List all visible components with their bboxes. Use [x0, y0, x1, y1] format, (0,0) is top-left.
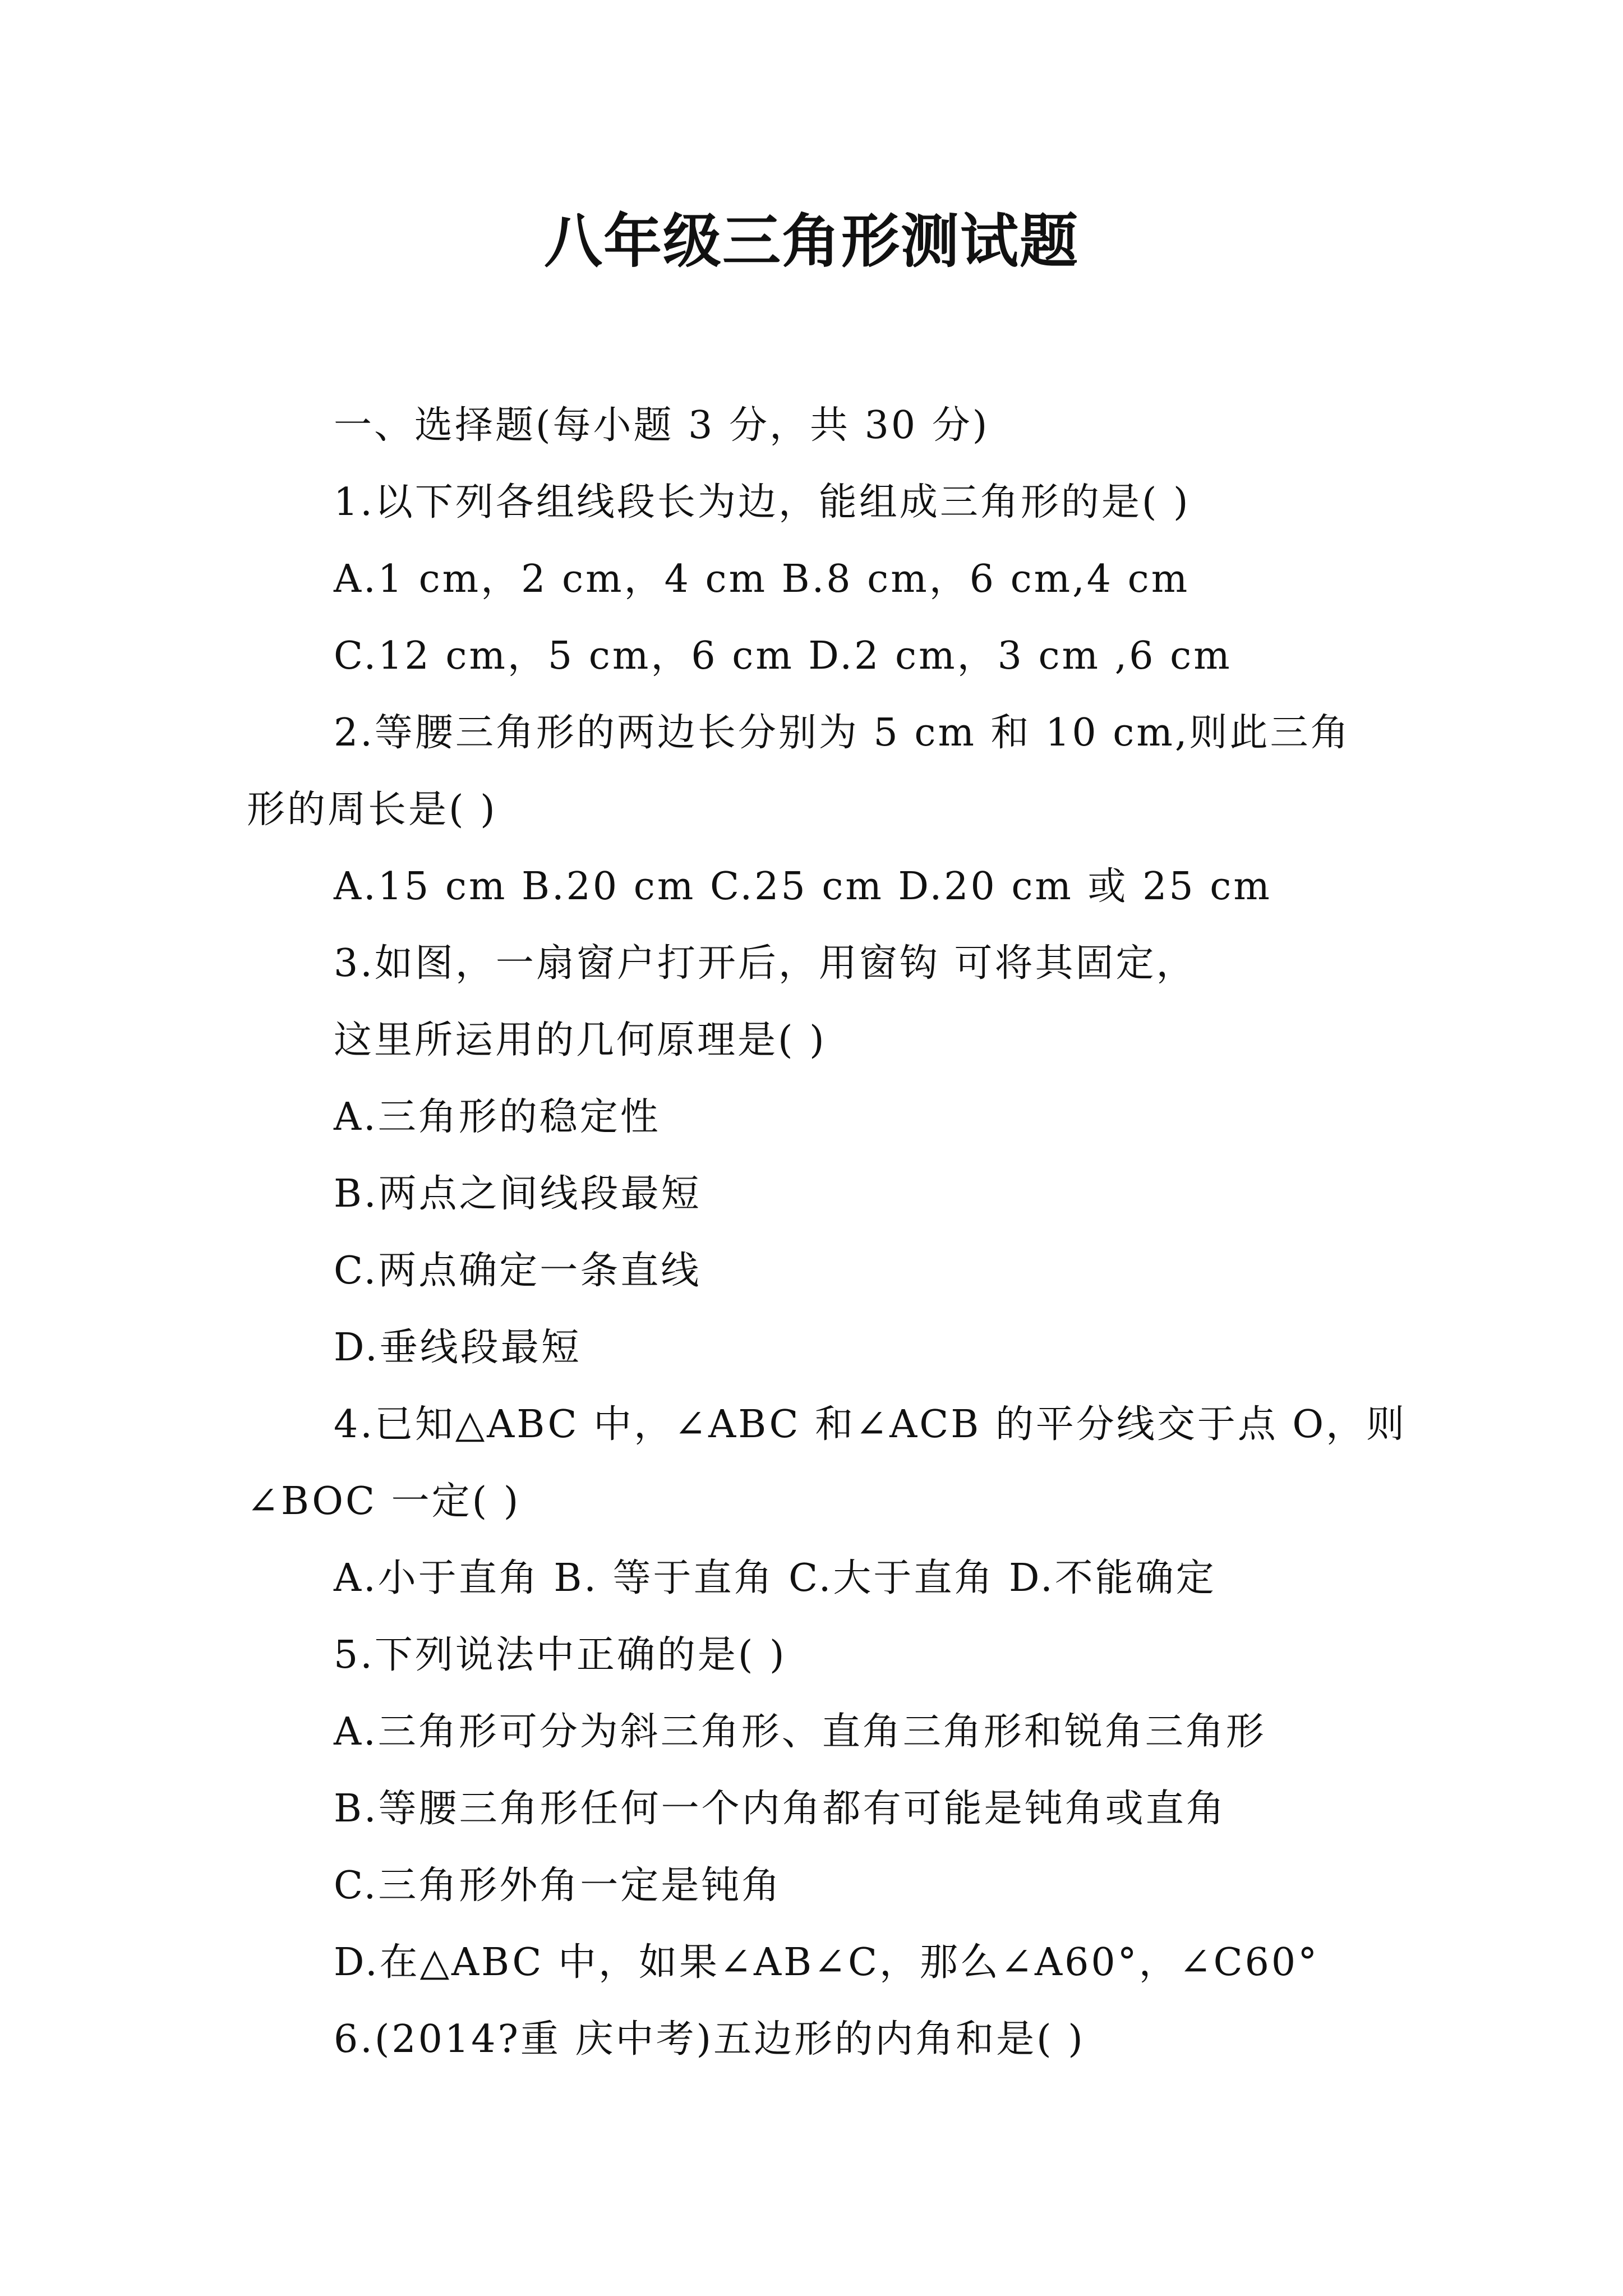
text-line: D.垂线段最短 — [334, 1326, 582, 1370]
text-line: 1.以下列各组线段长为边，能组成三角形的是( ) — [334, 480, 1191, 524]
text-line: B.等腰三角形任何一个内角都有可能是钝角或直角 — [334, 1787, 1227, 1831]
text-line: A.15 cm B.20 cm C.25 cm D.20 cm 或 25 cm — [334, 864, 1272, 909]
text-line: A.三角形可分为斜三角形、直角三角形和锐角三角形 — [334, 1710, 1266, 1754]
page-title: 八年级三角形测试题 — [543, 207, 1079, 275]
text-line: C.两点确定一条直线 — [334, 1249, 702, 1293]
text-line: B.两点之间线段最短 — [334, 1172, 702, 1216]
text-line: 这里所运用的几何原理是( ) — [334, 1018, 827, 1062]
text-line: C.12 cm，5 cm，6 cm D.2 cm，3 cm ,6 cm — [334, 634, 1232, 678]
text-line: 形的周长是( ) — [247, 788, 497, 832]
text-line: C.三角形外角一定是钝角 — [334, 1864, 782, 1908]
text-line: 6.(2014?重 庆中考)五边形的内角和是( ) — [334, 2017, 1085, 2062]
text-line: D.在△ABC 中，如果∠AB∠C，那么∠A60°，∠C60° — [334, 1940, 1320, 1985]
text-line: 4.已知△ABC 中，∠ABC 和∠ACB 的平分线交于点 O，则 — [334, 1402, 1407, 1447]
text-line: 一、选择题(每小题 3 分，共 30 分) — [334, 403, 990, 448]
text-line: A.三角形的稳定性 — [334, 1095, 661, 1139]
text-line: A.小于直角 B. 等于直角 C.大于直角 D.不能确定 — [334, 1556, 1216, 1600]
text-line: 2.等腰三角形的两边长分别为 5 cm 和 10 cm,则此三角 — [334, 711, 1351, 755]
document-body — [247, 387, 1407, 2078]
text-line: 3.如图，一扇窗户打开后，用窗钩 可将其固定， — [334, 941, 1197, 986]
text-line: ∠BOC 一定( ) — [247, 1479, 521, 1524]
text-line: A.1 cm，2 cm，4 cm B.8 cm，6 cm,4 cm — [334, 557, 1190, 601]
text-line: 5.下列说法中正确的是( ) — [334, 1633, 787, 1677]
